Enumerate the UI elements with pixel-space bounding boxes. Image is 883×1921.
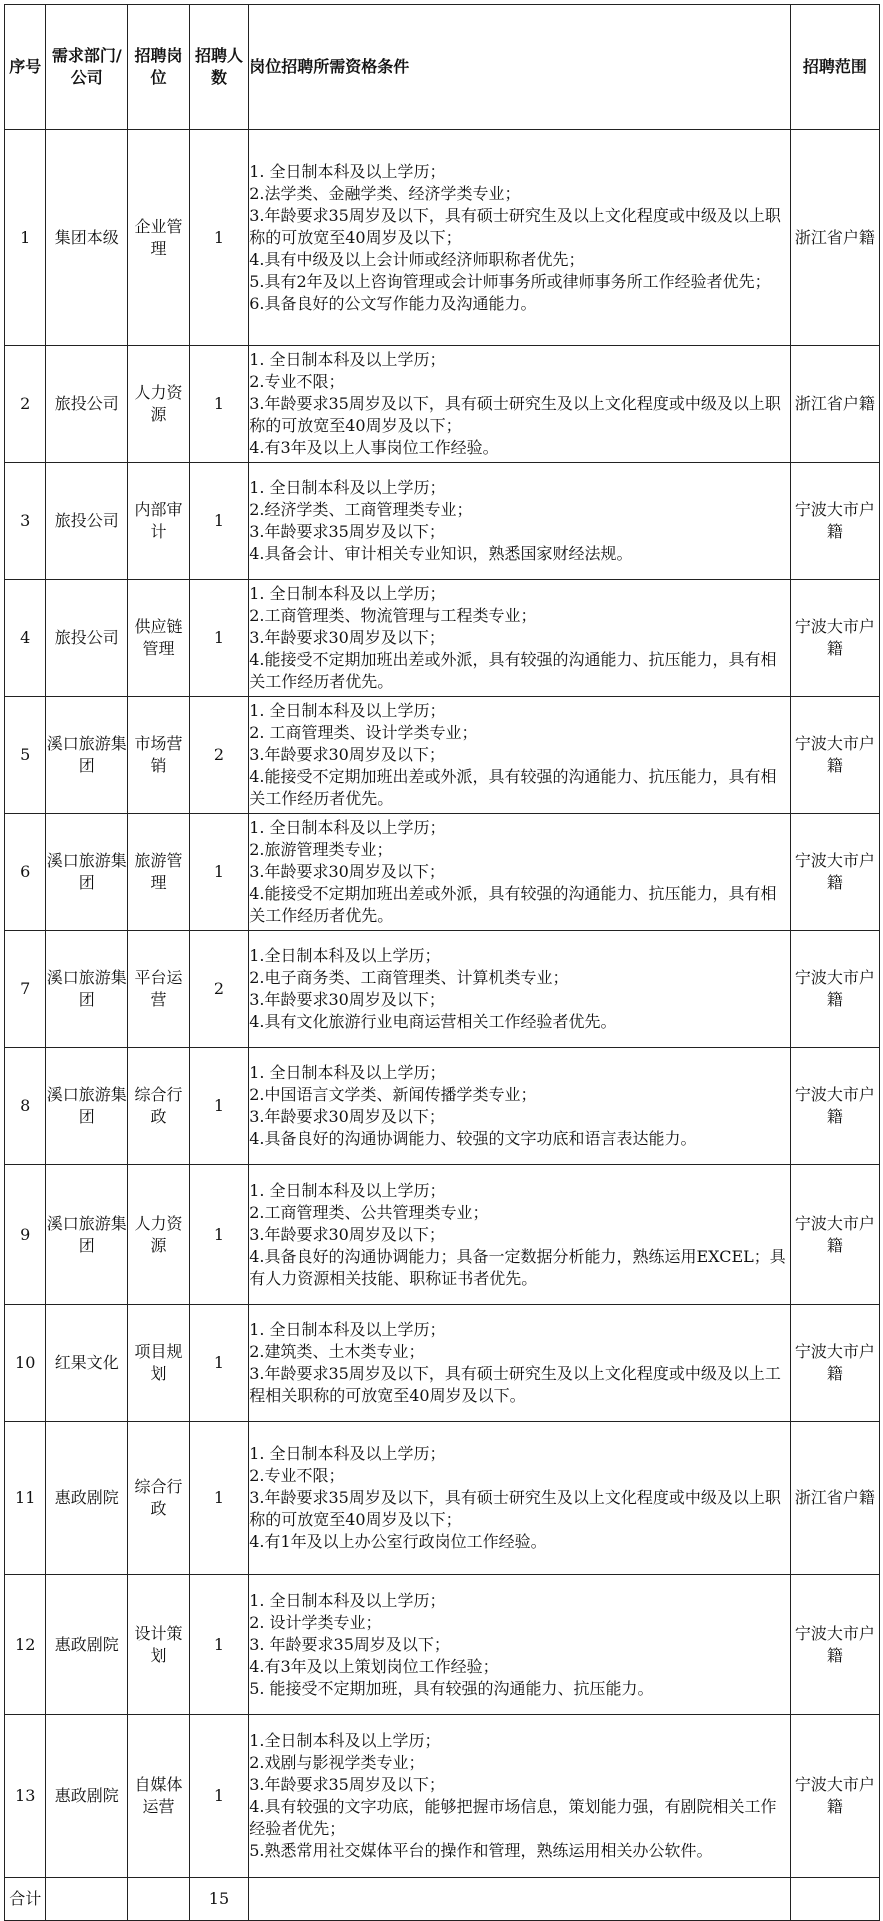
condition-line: 1. 全日制本科及以上学历；	[249, 1320, 446, 1339]
cell-num: 1	[189, 1575, 248, 1715]
table-row	[5, 1575, 880, 1715]
condition-line: 4.具备会计、审计相关专业知识，熟悉国家财经法规。	[249, 544, 633, 563]
cell-post: 综合行政	[128, 1048, 190, 1165]
cell-dept: 惠政剧院	[46, 1715, 128, 1878]
table-row	[5, 1165, 880, 1305]
condition-line: 3. 年龄要求35周岁及以下；	[249, 1634, 450, 1654]
header-post: 招聘岗位	[128, 5, 190, 130]
cell-scope: 浙江省户籍	[790, 346, 879, 463]
cell-seq: 5	[5, 697, 46, 814]
cell-seq: 8	[5, 1048, 46, 1165]
condition-line: 3.年龄要求30周岁及以下；	[249, 1224, 445, 1244]
total-empty-post	[128, 1878, 190, 1921]
header-num: 招聘人数	[189, 5, 248, 130]
table-row	[5, 1305, 880, 1422]
cell-conditions	[249, 1575, 791, 1715]
condition-line: 1. 全日制本科及以上学历；	[249, 478, 446, 497]
cell-post: 设计策划	[128, 1575, 190, 1715]
cell-num: 1	[189, 1422, 248, 1575]
condition-line: 6.具备良好的公文写作能力及沟通能力。	[249, 293, 537, 313]
cell-seq: 2	[5, 346, 46, 463]
table-row	[5, 697, 880, 814]
cell-conditions	[249, 931, 791, 1048]
table-row	[5, 1048, 880, 1165]
cell-post: 项目规划	[128, 1305, 190, 1422]
cell-conditions	[249, 1422, 791, 1575]
cell-scope: 宁波大市户籍	[790, 931, 879, 1048]
header-dept: 需求部门/公司	[46, 5, 128, 130]
cell-seq: 13	[5, 1715, 46, 1878]
condition-line: 2.专业不限；	[249, 1466, 345, 1485]
header-conditions: 岗位招聘所需资格条件	[249, 5, 791, 130]
table-row	[5, 1715, 880, 1878]
condition-line: 2.专业不限；	[249, 372, 345, 391]
condition-line: 5.熟悉常用社交媒体平台的操作和管理，熟练运用相关办公软件。	[249, 1841, 713, 1860]
total-empty-dept	[46, 1878, 128, 1921]
cell-post: 人力资源	[128, 346, 190, 463]
cell-post: 供应链管理	[128, 580, 190, 697]
cell-conditions	[249, 814, 791, 931]
cell-post: 企业管理	[128, 130, 190, 346]
condition-line: 2.旅游管理类专业；	[249, 840, 393, 859]
total-empty-scope	[790, 1878, 879, 1921]
condition-line: 1. 全日制本科及以上学历；	[249, 1180, 446, 1200]
condition-line: 2.经济学类、工商管理类专业；	[249, 500, 473, 519]
condition-line: 4.有1年及以上办公室行政岗位工作经验。	[249, 1532, 547, 1551]
condition-line: 3.年龄要求35周岁及以下；	[249, 1775, 445, 1794]
condition-line: 1. 全日制本科及以上学历；	[249, 161, 446, 181]
header-row	[5, 5, 880, 130]
cell-scope: 宁波大市户籍	[790, 1165, 879, 1305]
condition-line: 3.年龄要求35周岁及以下，具有硕士研究生及以上文化程度或中级及以上职称的可放宽至40周岁及以下；	[249, 1488, 781, 1529]
cell-post: 人力资源	[128, 1165, 190, 1305]
condition-line: 1. 全日制本科及以上学历；	[249, 350, 446, 369]
cell-dept: 溪口旅游集团	[46, 814, 128, 931]
total-label: 合计	[5, 1878, 46, 1921]
cell-dept: 溪口旅游集团	[46, 1165, 128, 1305]
cell-conditions	[249, 1048, 791, 1165]
cell-dept: 惠政剧院	[46, 1575, 128, 1715]
cell-seq: 11	[5, 1422, 46, 1575]
condition-line: 1. 全日制本科及以上学历；	[249, 1444, 446, 1463]
cell-dept: 红果文化	[46, 1305, 128, 1422]
total-empty-cond	[249, 1878, 791, 1921]
condition-line: 2. 设计学类专业；	[249, 1612, 382, 1632]
cell-scope: 宁波大市户籍	[790, 1575, 879, 1715]
cell-seq: 7	[5, 931, 46, 1048]
condition-line: 3.年龄要求35周岁及以下，具有硕士研究生及以上文化程度或中级及以上职称的可放宽至40周岁及以下；	[249, 205, 781, 247]
condition-line: 4.具有较强的文字功底，能够把握市场信息，策划能力强，有剧院相关工作经验者优先；	[249, 1797, 777, 1838]
condition-line: 5. 能接受不定期加班，具有较强的沟通能力、抗压能力。	[249, 1678, 654, 1698]
cell-dept: 溪口旅游集团	[46, 931, 128, 1048]
cell-post: 市场营销	[128, 697, 190, 814]
condition-line: 3.年龄要求35周岁及以下，具有硕士研究生及以上文化程度或中级及以上工程相关职称的可放宽至40周岁及以下。	[249, 1364, 781, 1405]
cell-dept: 溪口旅游集团	[46, 1048, 128, 1165]
condition-line: 2.中国语言文学类、新闻传播学类专业；	[249, 1085, 537, 1104]
cell-seq: 6	[5, 814, 46, 931]
cell-post: 平台运营	[128, 931, 190, 1048]
condition-line: 2.建筑类、土木类专业；	[249, 1342, 425, 1361]
cell-num: 1	[189, 1715, 248, 1878]
cell-scope: 宁波大市户籍	[790, 463, 879, 580]
condition-line: 1.全日制本科及以上学历；	[249, 1731, 441, 1750]
cell-post: 自媒体运营	[128, 1715, 190, 1878]
cell-seq: 9	[5, 1165, 46, 1305]
condition-line: 4.能接受不定期加班出差或外派，具有较强的沟通能力、抗压能力，具有相关工作经历者优先。	[249, 767, 777, 808]
condition-line: 2.电子商务类、工商管理类、计算机类专业；	[249, 968, 569, 987]
condition-line: 4.具备良好的沟通协调能力；具备一定数据分析能力，熟练运用EXCEL；具有人力资源相关技能、职称证书者优先。	[249, 1246, 786, 1288]
cell-seq: 3	[5, 463, 46, 580]
cell-dept: 旅投公司	[46, 346, 128, 463]
cell-scope: 宁波大市户籍	[790, 1048, 879, 1165]
condition-line: 2.工商管理类、物流管理与工程类专业；	[249, 606, 537, 625]
cell-num: 1	[189, 130, 248, 346]
table-row	[5, 346, 880, 463]
cell-conditions	[249, 580, 791, 697]
condition-line: 4.有3年及以上策划岗位工作经验；	[249, 1656, 499, 1676]
table-row	[5, 814, 880, 931]
cell-post: 旅游管理	[128, 814, 190, 931]
total-row	[5, 1878, 880, 1921]
cell-dept: 集团本级	[46, 130, 128, 346]
table-row	[5, 580, 880, 697]
table-row	[5, 130, 880, 346]
table-body	[5, 130, 880, 1878]
cell-conditions	[249, 1715, 791, 1878]
cell-scope: 宁波大市户籍	[790, 580, 879, 697]
condition-line: 3.年龄要求30周岁及以下；	[249, 1107, 445, 1126]
recruitment-table	[4, 4, 880, 1921]
cell-num: 2	[189, 697, 248, 814]
cell-conditions	[249, 463, 791, 580]
cell-conditions	[249, 1305, 791, 1422]
cell-num: 2	[189, 931, 248, 1048]
cell-seq: 12	[5, 1575, 46, 1715]
condition-line: 4.具备良好的沟通协调能力、较强的文字功底和语言表达能力。	[249, 1129, 697, 1148]
cell-dept: 旅投公司	[46, 580, 128, 697]
cell-conditions	[249, 346, 791, 463]
condition-line: 2. 工商管理类、设计学类专业；	[249, 723, 478, 742]
cell-scope: 宁波大市户籍	[790, 1305, 879, 1422]
condition-line: 3.年龄要求30周岁及以下；	[249, 745, 445, 764]
condition-line: 1. 全日制本科及以上学历；	[249, 1590, 446, 1610]
cell-conditions	[249, 130, 791, 346]
cell-scope: 浙江省户籍	[790, 1422, 879, 1575]
header-scope: 招聘范围	[790, 5, 879, 130]
cell-dept: 旅投公司	[46, 463, 128, 580]
condition-line: 4.能接受不定期加班出差或外派，具有较强的沟通能力、抗压能力，具有相关工作经历者优先。	[249, 884, 777, 925]
cell-scope: 宁波大市户籍	[790, 814, 879, 931]
cell-conditions	[249, 697, 791, 814]
cell-scope: 宁波大市户籍	[790, 1715, 879, 1878]
cell-num: 1	[189, 580, 248, 697]
cell-num: 1	[189, 1165, 248, 1305]
cell-num: 1	[189, 1048, 248, 1165]
condition-line: 1. 全日制本科及以上学历；	[249, 1063, 446, 1082]
table-row	[5, 931, 880, 1048]
condition-line: 1. 全日制本科及以上学历；	[249, 818, 446, 837]
condition-line: 3.年龄要求30周岁及以下；	[249, 990, 445, 1009]
cell-post: 综合行政	[128, 1422, 190, 1575]
condition-line: 4.有3年及以上人事岗位工作经验。	[249, 438, 499, 457]
cell-num: 1	[189, 463, 248, 580]
cell-num: 1	[189, 1305, 248, 1422]
condition-line: 2.工商管理类、公共管理类专业；	[249, 1202, 489, 1222]
cell-scope: 浙江省户籍	[790, 130, 879, 346]
condition-line: 3.年龄要求35周岁及以下，具有硕士研究生及以上文化程度或中级及以上职称的可放宽至40周岁及以下；	[249, 394, 781, 435]
condition-line: 3.年龄要求35周岁及以下；	[249, 522, 445, 541]
cell-post: 内部审计	[128, 463, 190, 580]
cell-seq: 10	[5, 1305, 46, 1422]
cell-num: 1	[189, 346, 248, 463]
condition-line: 1.全日制本科及以上学历；	[249, 946, 441, 965]
cell-scope: 宁波大市户籍	[790, 697, 879, 814]
cell-conditions	[249, 1165, 791, 1305]
condition-line: 4.能接受不定期加班出差或外派，具有较强的沟通能力、抗压能力，具有相关工作经历者优先。	[249, 650, 777, 691]
condition-line: 1. 全日制本科及以上学历；	[249, 584, 446, 603]
condition-line: 2.戏剧与影视学类专业；	[249, 1753, 425, 1772]
condition-line: 2.法学类、金融学类、经济学类专业；	[249, 183, 521, 203]
header-seq: 序号	[5, 5, 46, 130]
cell-seq: 4	[5, 580, 46, 697]
condition-line: 3.年龄要求30周岁及以下；	[249, 628, 445, 647]
cell-dept: 溪口旅游集团	[46, 697, 128, 814]
cell-num: 1	[189, 814, 248, 931]
total-num: 15	[189, 1878, 248, 1921]
condition-line: 4.具有中级及以上会计师或经济师职称者优先；	[249, 249, 585, 269]
condition-line: 5.具有2年及以上咨询管理或会计师事务所或律师事务所工作经验者优先；	[249, 271, 771, 291]
condition-line: 1. 全日制本科及以上学历；	[249, 701, 446, 720]
cell-dept: 惠政剧院	[46, 1422, 128, 1575]
table-row	[5, 463, 880, 580]
cell-seq: 1	[5, 130, 46, 346]
table-row	[5, 1422, 880, 1575]
condition-line: 3.年龄要求30周岁及以下；	[249, 862, 445, 881]
condition-line: 4.具有文化旅游行业电商运营相关工作经验者优先。	[249, 1012, 617, 1031]
